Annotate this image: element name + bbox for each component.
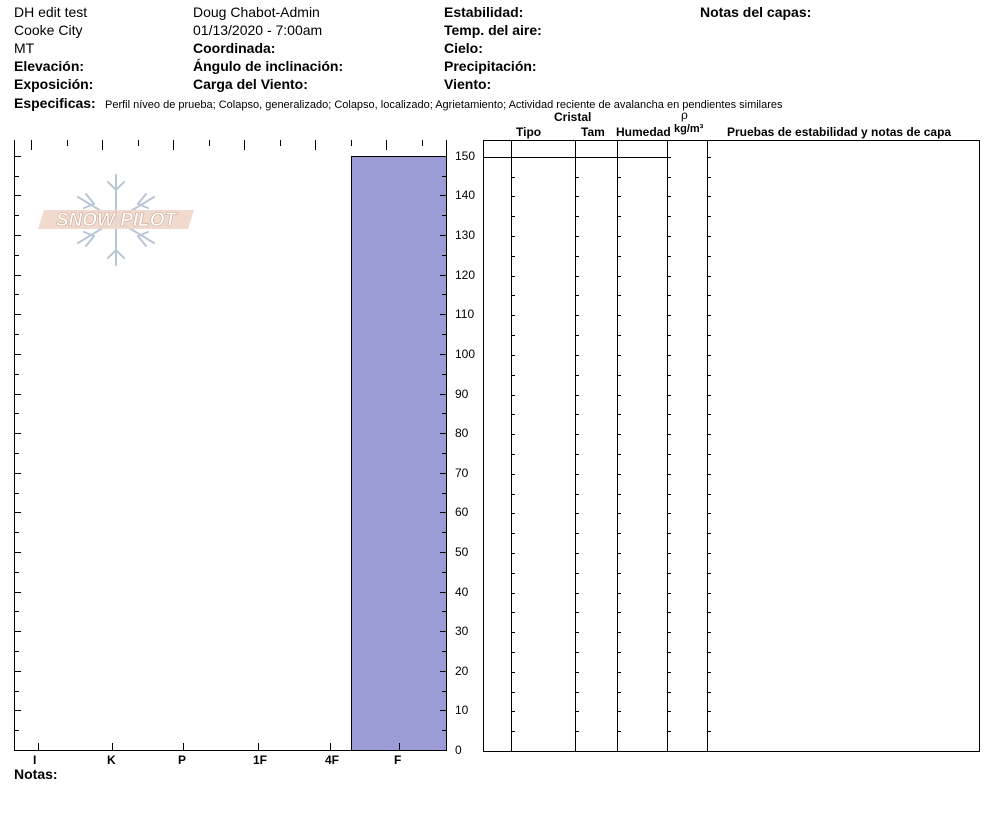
y-tick-right <box>442 294 446 295</box>
table-tick <box>617 573 621 574</box>
table-tick <box>707 355 711 356</box>
y-tick-right <box>442 413 446 414</box>
y-tick-left <box>15 710 21 711</box>
table-tick <box>707 335 711 336</box>
table-tick <box>667 236 671 237</box>
y-tick-left <box>15 453 19 454</box>
y-tick-label: 130 <box>455 228 476 243</box>
table-tick <box>511 652 515 653</box>
logo-text: SNOW PILOT <box>55 210 177 231</box>
observation-datetime: 01/13/2020 - 7:00am <box>193 22 323 38</box>
table-tick <box>575 355 579 356</box>
y-tick-right <box>440 552 446 553</box>
y-tick-right <box>440 156 446 157</box>
density-unit-header: kg/m³ <box>674 123 704 135</box>
table-tick <box>667 256 671 257</box>
density-symbol: ρ <box>681 108 688 122</box>
table-tick <box>575 692 579 693</box>
column-divider <box>667 141 668 751</box>
y-tick-left <box>15 294 19 295</box>
table-tick <box>511 236 515 237</box>
table-tick <box>575 196 579 197</box>
y-tick-right <box>440 235 446 236</box>
y-tick-right <box>442 334 446 335</box>
air-temp-label: Temp. del aire: <box>444 22 542 38</box>
table-tick <box>707 236 711 237</box>
table-tick <box>667 494 671 495</box>
y-tick-right <box>442 453 446 454</box>
table-tick <box>575 494 579 495</box>
x-tick-top <box>31 140 32 150</box>
table-tick <box>575 454 579 455</box>
y-tick-right <box>440 671 446 672</box>
table-tick <box>707 216 711 217</box>
table-tick <box>511 513 515 514</box>
table-tick <box>511 494 515 495</box>
table-tick <box>511 177 515 178</box>
x-tick-top <box>102 140 103 150</box>
y-tick-right <box>440 394 446 395</box>
y-tick-right <box>440 750 446 751</box>
table-tick <box>617 256 621 257</box>
table-tick <box>667 593 671 594</box>
y-tick-right <box>440 354 446 355</box>
table-tick <box>575 553 579 554</box>
table-tick <box>707 276 711 277</box>
y-tick-left <box>15 195 21 196</box>
crystal-type-header: Tipo <box>516 125 542 139</box>
stability-label: Estabilidad: <box>444 4 524 20</box>
table-tick <box>575 672 579 673</box>
y-tick-right <box>442 611 446 612</box>
y-tick-label: 50 <box>455 544 469 559</box>
table-tick <box>707 434 711 435</box>
column-divider <box>511 141 512 751</box>
table-tick <box>617 157 621 158</box>
table-tick <box>575 414 579 415</box>
layer-bar <box>351 156 447 751</box>
table-tick <box>707 295 711 296</box>
y-tick-left <box>15 691 19 692</box>
x-tick-label: P <box>178 753 187 767</box>
y-tick-label: 0 <box>455 743 462 757</box>
table-tick <box>617 751 621 752</box>
table-tick <box>617 395 621 396</box>
table-tick <box>575 533 579 534</box>
y-tick-label: 80 <box>455 426 469 441</box>
y-tick-label: 100 <box>455 346 476 361</box>
table-tick <box>707 533 711 534</box>
table-tick <box>511 276 515 277</box>
table-tick <box>667 513 671 514</box>
notes-label: Notas: <box>14 766 58 782</box>
specifics-text: Perfil níveo de prueba; Colapso, generalizado; Colapso, localizado; Agrietamiento; Actividad reciente de avalancha en pendientes similares <box>105 99 783 111</box>
table-tick <box>617 315 621 316</box>
x-tick-top <box>173 140 174 150</box>
table-tick <box>575 315 579 316</box>
y-tick-right <box>442 215 446 216</box>
y-tick-left <box>15 314 21 315</box>
table-tick <box>617 593 621 594</box>
y-tick-right <box>440 710 446 711</box>
table-tick <box>667 177 671 178</box>
table-tick <box>667 395 671 396</box>
table-tick <box>617 355 621 356</box>
y-tick-right <box>442 572 446 573</box>
table-tick <box>707 672 711 673</box>
y-tick-left <box>15 156 21 157</box>
table-tick <box>575 395 579 396</box>
y-tick-right <box>442 176 446 177</box>
table-tick <box>707 177 711 178</box>
table-tick <box>667 612 671 613</box>
table-tick <box>707 573 711 574</box>
table-tick <box>707 157 711 158</box>
y-tick-label: 40 <box>455 584 469 599</box>
table-tick <box>575 751 579 752</box>
y-tick-left <box>15 631 21 632</box>
table-tick <box>617 474 621 475</box>
table-tick <box>667 573 671 574</box>
table-tick <box>511 355 515 356</box>
table-tick <box>667 315 671 316</box>
table-tick <box>575 276 579 277</box>
table-tick <box>617 513 621 514</box>
table-tick <box>511 553 515 554</box>
layer-table <box>483 140 980 752</box>
y-tick-label: 70 <box>455 465 469 480</box>
table-tick <box>707 256 711 257</box>
y-tick-right <box>440 592 446 593</box>
y-tick-left <box>15 215 19 216</box>
table-tick <box>575 573 579 574</box>
table-tick <box>707 553 711 554</box>
table-tick <box>617 672 621 673</box>
moisture-header: Humedad <box>616 125 671 139</box>
table-tick <box>667 355 671 356</box>
table-tick <box>511 295 515 296</box>
table-tick <box>667 672 671 673</box>
y-tick-right <box>442 493 446 494</box>
x-tick-bottom <box>399 743 400 750</box>
table-tick <box>667 216 671 217</box>
exposure-label: Exposición: <box>14 76 94 92</box>
x-tick-bottom <box>330 743 331 750</box>
hardness-profile-plot <box>14 140 447 751</box>
table-tick <box>667 731 671 732</box>
y-tick-left <box>15 493 19 494</box>
y-tick-label: 20 <box>455 663 469 678</box>
y-tick-left <box>15 532 19 533</box>
x-tick-top <box>280 140 281 146</box>
table-tick <box>667 414 671 415</box>
table-tick <box>667 157 671 158</box>
y-tick-right <box>442 255 446 256</box>
y-tick-left <box>15 255 19 256</box>
x-tick-top <box>315 140 316 150</box>
table-tick <box>617 335 621 336</box>
table-tick <box>511 157 515 158</box>
y-tick-left <box>15 394 21 395</box>
table-tick <box>575 256 579 257</box>
y-tick-left <box>15 611 19 612</box>
table-tick <box>667 434 671 435</box>
table-tick <box>707 593 711 594</box>
table-tick <box>511 593 515 594</box>
y-tick-left <box>15 413 19 414</box>
y-tick-label: 140 <box>455 188 476 203</box>
x-tick-top <box>244 140 245 150</box>
y-tick-right <box>440 314 446 315</box>
y-tick-left <box>15 671 21 672</box>
y-tick-left <box>15 433 21 434</box>
y-tick-label: 150 <box>455 148 476 163</box>
table-tick <box>617 434 621 435</box>
x-tick-label: 1F <box>253 753 268 767</box>
x-tick-bottom <box>112 743 113 750</box>
table-tick <box>511 414 515 415</box>
y-tick-left <box>15 730 19 731</box>
table-tick <box>617 196 621 197</box>
table-tick <box>617 612 621 613</box>
y-tick-left <box>15 354 21 355</box>
y-tick-label: 60 <box>455 505 469 520</box>
table-tick <box>511 612 515 613</box>
x-tick-top <box>209 140 210 146</box>
table-tick <box>511 751 515 752</box>
column-divider <box>575 141 576 751</box>
table-tick <box>511 216 515 217</box>
y-tick-left <box>15 750 21 751</box>
table-tick <box>617 276 621 277</box>
x-tick-top <box>138 140 139 146</box>
y-tick-left <box>15 651 19 652</box>
table-tick <box>707 632 711 633</box>
stability-tests-header: Pruebas de estabilidad y notas de capa <box>727 125 952 139</box>
table-tick <box>667 474 671 475</box>
table-tick <box>511 672 515 673</box>
y-tick-right <box>440 275 446 276</box>
table-tick <box>511 573 515 574</box>
x-tick-label: I <box>33 753 37 767</box>
y-tick-label: 10 <box>455 703 469 718</box>
table-tick <box>511 454 515 455</box>
table-tick <box>707 375 711 376</box>
table-tick <box>511 256 515 257</box>
table-tick <box>575 295 579 296</box>
specifics-label: Especificas: <box>14 95 96 111</box>
y-tick-right <box>440 512 446 513</box>
table-tick <box>617 236 621 237</box>
y-tick-left <box>15 275 21 276</box>
table-tick <box>667 295 671 296</box>
table-tick <box>617 553 621 554</box>
table-tick <box>667 711 671 712</box>
location-state: MT <box>14 40 35 56</box>
location-name: DH edit test <box>14 4 88 20</box>
table-tick <box>617 454 621 455</box>
table-tick <box>667 751 671 752</box>
table-tick <box>707 494 711 495</box>
y-tick-right <box>442 730 446 731</box>
y-tick-left <box>15 592 21 593</box>
table-tick <box>511 395 515 396</box>
y-tick-left <box>15 572 19 573</box>
table-tick <box>511 711 515 712</box>
table-tick <box>511 196 515 197</box>
table-tick <box>617 494 621 495</box>
y-tick-left <box>15 552 21 553</box>
y-tick-label: 110 <box>455 307 475 322</box>
y-tick-right <box>440 433 446 434</box>
table-tick <box>707 711 711 712</box>
table-tick <box>575 177 579 178</box>
table-tick <box>511 335 515 336</box>
x-tick-label: 4F <box>325 753 340 767</box>
table-tick <box>707 414 711 415</box>
table-tick <box>667 335 671 336</box>
y-tick-label: 120 <box>455 267 476 282</box>
y-tick-left <box>15 473 21 474</box>
x-tick-top <box>422 140 423 146</box>
y-tick-left <box>15 512 21 513</box>
table-tick <box>511 533 515 534</box>
x-tick-bottom <box>183 743 184 750</box>
sky-label: Cielo: <box>444 40 483 56</box>
table-tick <box>511 375 515 376</box>
elevation-label: Elevación: <box>14 58 85 74</box>
x-tick-label: F <box>394 753 402 767</box>
coordinate-label: Coordinada: <box>193 40 276 56</box>
y-tick-left <box>15 334 19 335</box>
table-tick <box>707 692 711 693</box>
y-tick-right <box>440 195 446 196</box>
column-divider <box>617 141 618 751</box>
crystal-header: Cristal <box>554 110 592 124</box>
y-tick-right <box>440 473 446 474</box>
wind-load-label: Carga del Viento: <box>193 76 308 92</box>
table-tick <box>707 652 711 653</box>
table-tick <box>667 375 671 376</box>
x-tick-bottom <box>258 743 259 750</box>
table-tick <box>511 434 515 435</box>
table-tick <box>575 335 579 336</box>
table-tick <box>575 612 579 613</box>
y-tick-right <box>442 374 446 375</box>
location-city: Cooke City <box>14 22 83 38</box>
table-tick <box>575 157 579 158</box>
table-tick <box>707 751 711 752</box>
table-tick <box>575 375 579 376</box>
table-tick <box>667 533 671 534</box>
table-tick <box>511 315 515 316</box>
y-tick-left <box>15 235 21 236</box>
table-tick <box>575 731 579 732</box>
table-tick <box>575 711 579 712</box>
table-tick <box>575 652 579 653</box>
table-tick <box>511 474 515 475</box>
y-tick-right <box>442 532 446 533</box>
table-tick <box>617 177 621 178</box>
table-tick <box>667 553 671 554</box>
table-tick <box>667 196 671 197</box>
y-tick-right <box>442 691 446 692</box>
table-tick <box>575 434 579 435</box>
x-tick-label: K <box>107 753 116 767</box>
x-tick-top <box>351 140 352 146</box>
table-tick <box>667 276 671 277</box>
slope-angle-label: Ángulo de inclinación: <box>193 58 344 74</box>
y-tick-right <box>440 631 446 632</box>
table-tick <box>511 731 515 732</box>
table-tick <box>667 652 671 653</box>
table-tick <box>667 454 671 455</box>
table-tick <box>617 414 621 415</box>
table-tick <box>575 216 579 217</box>
x-tick-bottom <box>38 743 39 750</box>
x-tick-top <box>386 140 387 150</box>
table-tick <box>575 513 579 514</box>
table-tick <box>617 731 621 732</box>
table-tick <box>667 692 671 693</box>
table-tick <box>617 533 621 534</box>
observer-name: Doug Chabot-Admin <box>193 4 320 20</box>
table-tick <box>707 315 711 316</box>
y-tick-label: 30 <box>455 624 469 639</box>
table-tick <box>511 632 515 633</box>
table-tick <box>511 692 515 693</box>
column-divider <box>707 141 708 751</box>
y-tick-label: 90 <box>455 386 469 401</box>
table-tick <box>707 196 711 197</box>
table-tick <box>707 612 711 613</box>
x-tick-top <box>67 140 68 146</box>
table-tick <box>617 632 621 633</box>
wind-label: Viento: <box>444 76 492 92</box>
table-tick <box>707 395 711 396</box>
crystal-size-header: Tam <box>581 125 605 139</box>
table-tick <box>617 216 621 217</box>
table-tick <box>707 731 711 732</box>
table-tick <box>575 474 579 475</box>
table-tick <box>617 652 621 653</box>
precipitation-label: Precipitación: <box>444 58 537 74</box>
y-tick-right <box>442 651 446 652</box>
table-tick <box>707 474 711 475</box>
layer-notes-label: Notas del capas: <box>700 4 812 20</box>
table-tick <box>707 454 711 455</box>
table-tick <box>575 593 579 594</box>
table-tick <box>667 632 671 633</box>
table-tick <box>617 711 621 712</box>
table-tick <box>617 295 621 296</box>
y-tick-left <box>15 374 19 375</box>
table-tick <box>617 692 621 693</box>
table-tick <box>707 513 711 514</box>
table-tick <box>617 375 621 376</box>
table-tick <box>575 632 579 633</box>
y-tick-left <box>15 176 19 177</box>
table-tick <box>575 236 579 237</box>
